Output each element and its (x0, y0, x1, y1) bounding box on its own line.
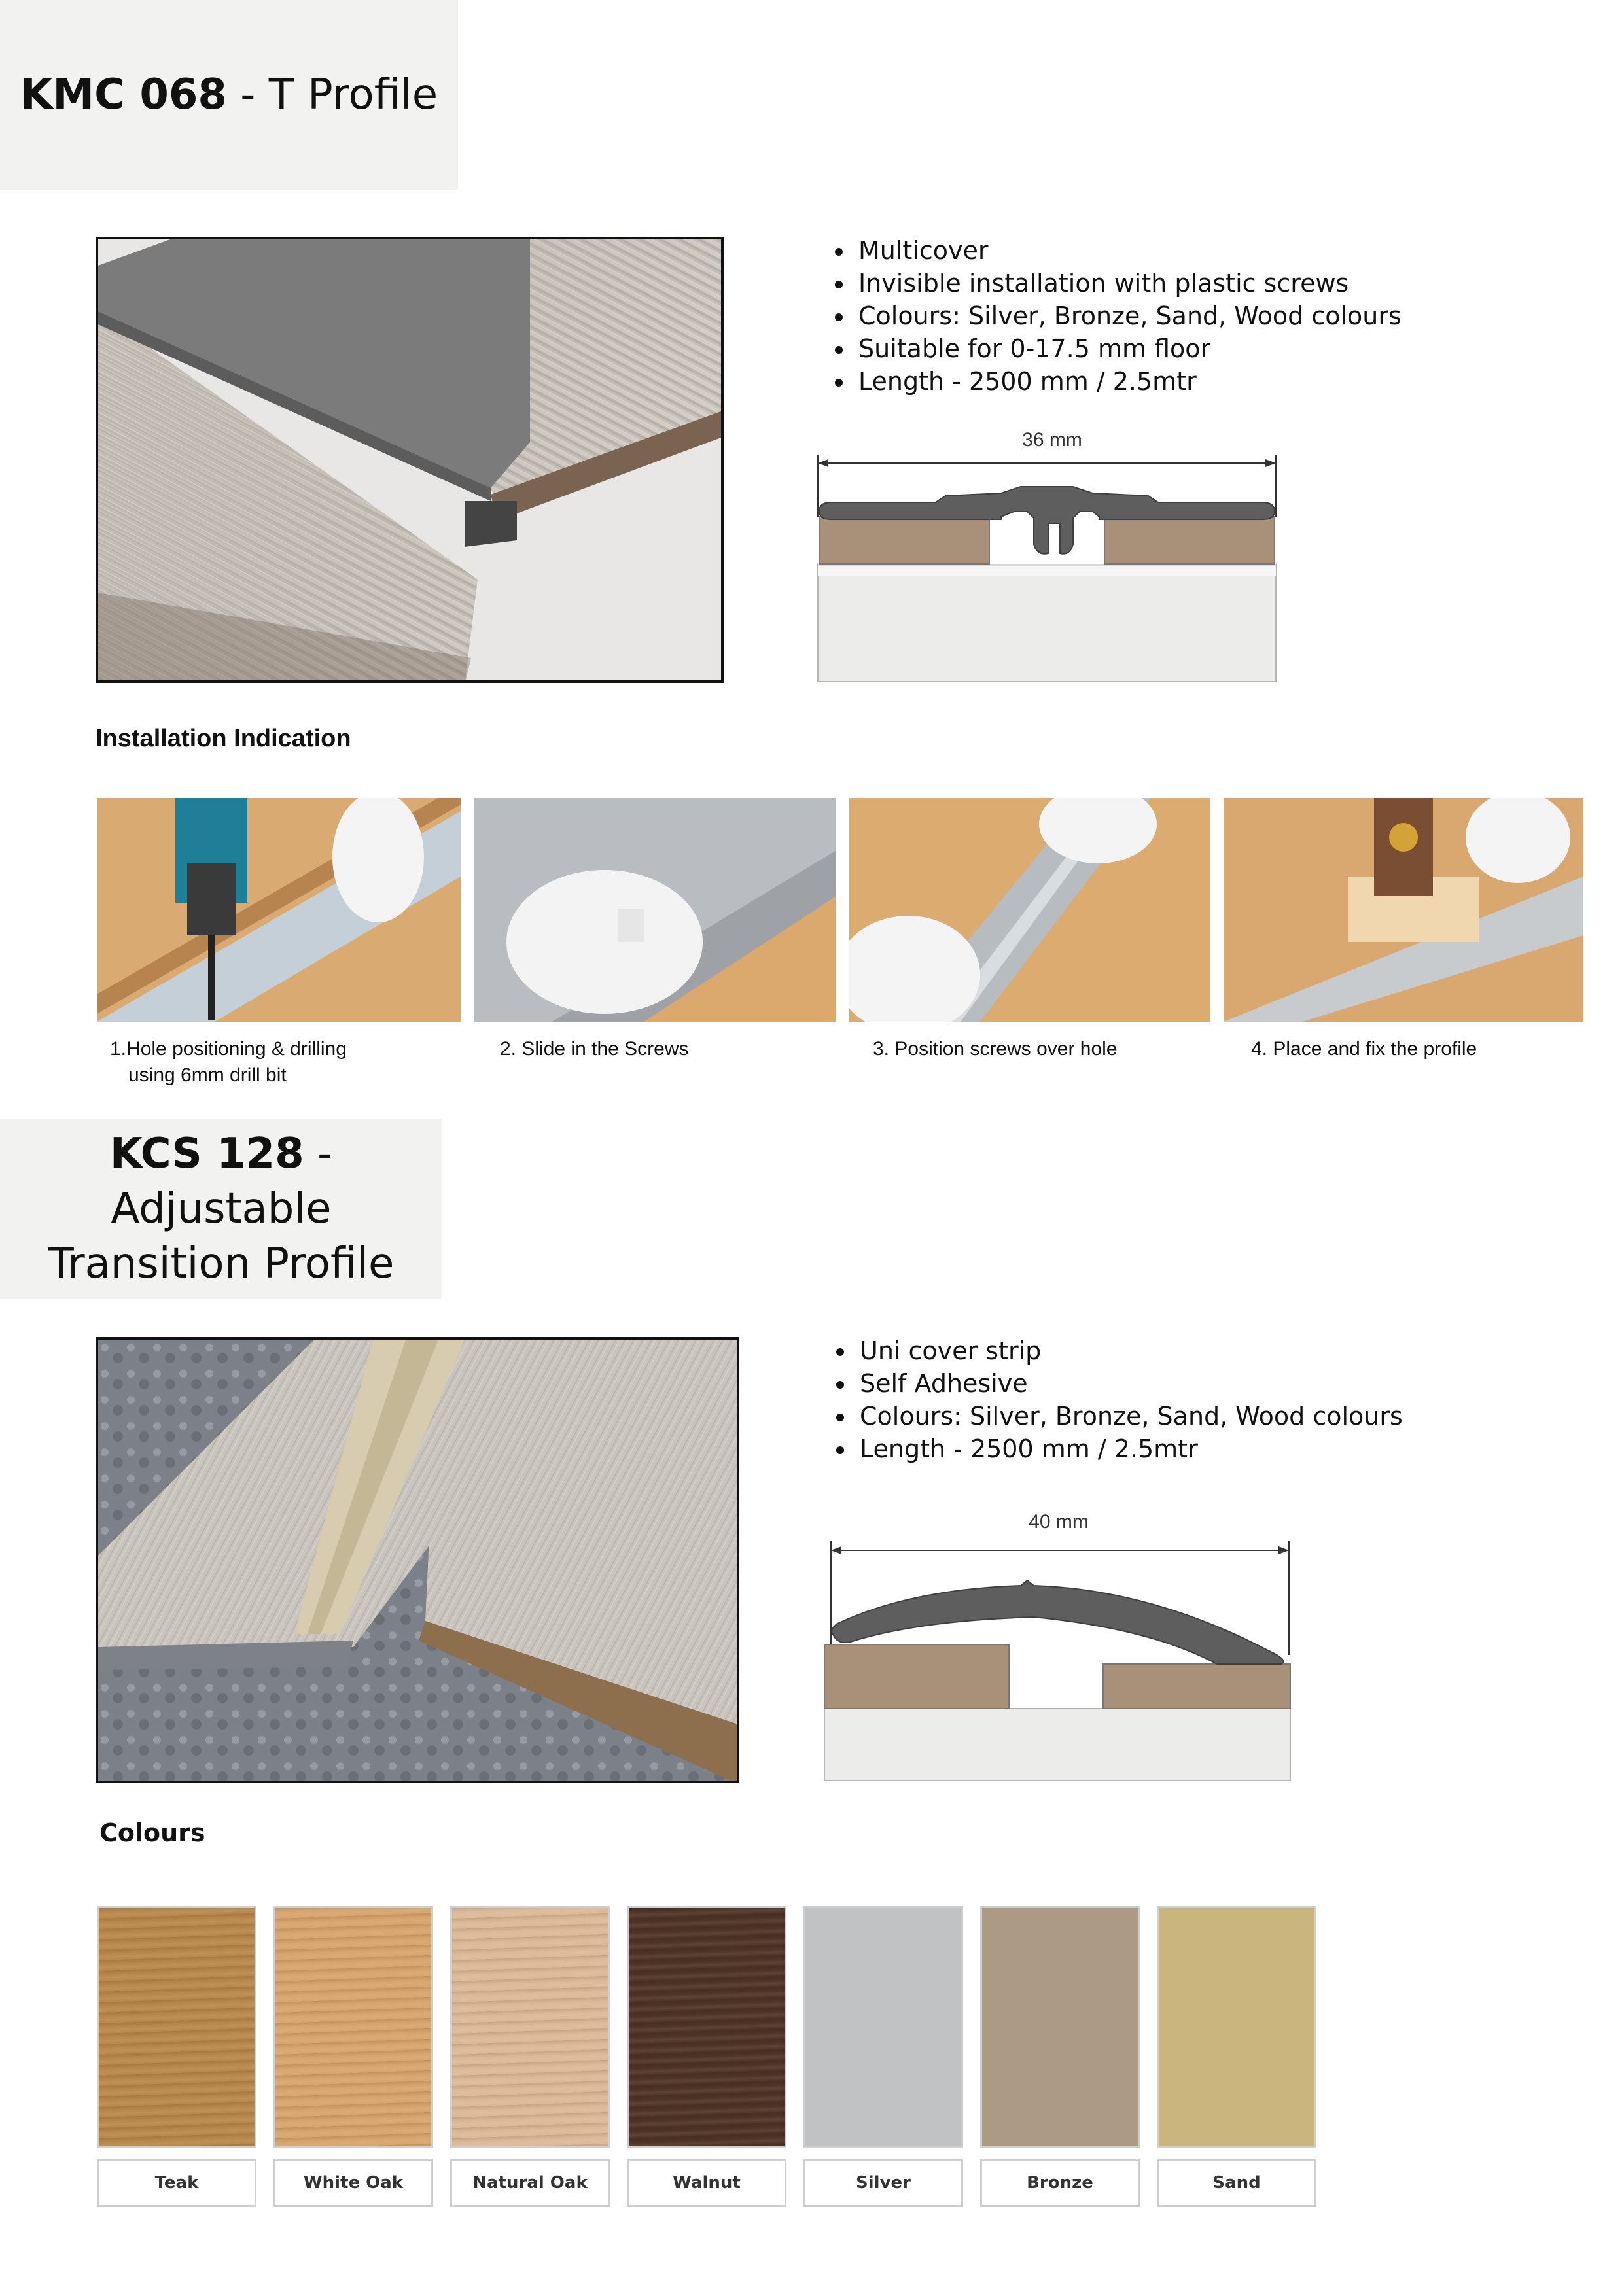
product1-feature: • Suitable for 0-17.5 mm floor (855, 332, 1402, 365)
swatch-label-walnut: Walnut (627, 2159, 786, 2207)
installation-step-1-image (97, 798, 461, 1022)
installation-title: Installation Indication (96, 725, 351, 752)
installation-step-2-caption (500, 1036, 827, 1062)
swatch-label-bronze: Bronze (980, 2159, 1140, 2207)
product1-profile-diagram (805, 419, 1302, 693)
product2-code: KCS 128 (109, 1130, 304, 1178)
step-label: Hole positioning & drilling (126, 1038, 347, 1060)
product1-title-box (0, 0, 458, 190)
step-label-continued: using 6mm drill bit (128, 1064, 287, 1086)
swatch-silver (803, 1906, 963, 2148)
product1-feature: • Length - 2500 mm / 2.5mtr (855, 365, 1402, 398)
swatch-label-sand: Sand (1157, 2159, 1316, 2207)
swatch-walnut (627, 1906, 786, 2148)
product1-feature: • Colours: Silver, Bronze, Sand, Wood colours (855, 300, 1402, 332)
swatch-label-white-oak: White Oak (273, 2159, 433, 2207)
swatch-label-silver: Silver (803, 2159, 963, 2207)
transition-profile-photo-illustration (98, 1340, 739, 1783)
installation-step-3-caption (873, 1036, 1200, 1062)
product2-feature: • Length - 2500 mm / 2.5mtr (856, 1433, 1403, 1465)
swatch-label-natural-oak: Natural Oak (450, 2159, 610, 2207)
step-number: 3. (873, 1038, 890, 1060)
product2-feature: • Uni cover strip (856, 1334, 1403, 1367)
colours-title: Colours (99, 1818, 205, 1847)
product2-name-line1: - Adjustable (111, 1130, 333, 1233)
product1-photo (96, 237, 724, 683)
swatch-label-teak: Teak (97, 2159, 256, 2207)
step-label: Place and fix the profile (1273, 1038, 1477, 1060)
product2-profile-diagram (811, 1505, 1309, 1786)
product1-title (20, 67, 438, 122)
product2-title (0, 1126, 442, 1291)
product2-photo (96, 1337, 739, 1783)
swatch-teak (97, 1906, 256, 2148)
product2-feature-list (819, 1334, 1403, 1465)
step-number: 2. (500, 1038, 517, 1060)
product2-dimension-label: 40 mm (1029, 1511, 1089, 1533)
swatch-natural-oak (450, 1906, 610, 2148)
swatch-sand (1157, 1906, 1316, 2148)
product1-feature-list (818, 234, 1402, 398)
step-number: 1. (110, 1038, 127, 1060)
t-profile-photo-illustration (98, 239, 724, 683)
swatch-white-oak (273, 1906, 433, 2148)
installation-step-4-image (1224, 798, 1583, 1022)
installation-step-3-image (849, 798, 1210, 1022)
product1-feature: • Multicover (855, 234, 1402, 267)
product1-feature: • Invisible installation with plastic screws (855, 267, 1402, 300)
installation-step-4-caption (1251, 1036, 1578, 1062)
step-number: 4. (1251, 1038, 1268, 1060)
step-label: Slide in the Screws (521, 1038, 689, 1060)
product2-feature: • Colours: Silver, Bronze, Sand, Wood colours (856, 1400, 1403, 1433)
product2-feature: • Self Adhesive (856, 1367, 1403, 1400)
product2-title-box (0, 1119, 442, 1299)
installation-step-1-caption (110, 1036, 450, 1088)
product1-dimension-label: 36 mm (1022, 429, 1082, 451)
product2-name-line2: Transition Profile (48, 1240, 395, 1288)
product1-code: KMC 068 (20, 71, 227, 119)
product1-name: - T Profile (226, 71, 438, 119)
swatch-bronze (980, 1906, 1140, 2148)
installation-step-2-image (474, 798, 836, 1022)
step-label: Position screws over hole (894, 1038, 1118, 1060)
